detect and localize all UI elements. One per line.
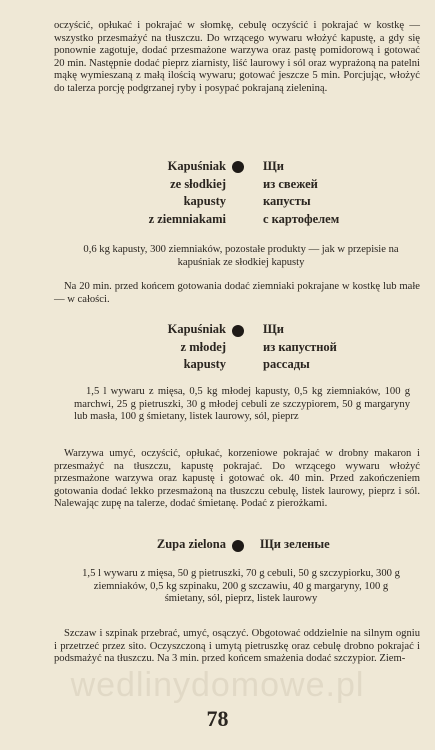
recipe2-title-pl-line: Kapuśniak	[167, 322, 226, 336]
recipe1-title-pl-line: z ziemniakami	[148, 211, 226, 226]
recipe2-ingredients: 1,5 l wywaru z mięsa, 0,5 kg młodej kapusty, 0,5 kg ziemniaków, 100 g marchwi, 25 g pietruszki, 30 g młodej cebuli ze szczypiorem, 50 g margaryny lub masła, 100 g śmietany, listek laurowy, sól, pieprz	[74, 386, 410, 423]
recipe1-title-ru	[263, 158, 403, 228]
recipe1-title-pl	[90, 158, 226, 228]
bullet-dot-icon	[232, 161, 244, 173]
recipe2-title-ru-line: Щи	[263, 322, 284, 336]
watermark: wedlinydomowe.pl	[70, 666, 365, 704]
intro-paragraph: oczyścić, opłukać i pokrajać w słomkę, cebulę oczyścić i pokrajać w kostkę — wszystko przesmażyć na tłuszczu. Do wrzącego wywaru włożyć kapustę, a gdy się ponownie zagotuje, dodać przesmażone warzywa oraz pastę pomidorową i gotować 20 min. Następnie dodać pieprz ziarnisty, liść laurowy i sól oraz wyprażoną na patelni mąkę wymieszaną z małą ilością wywaru; gotować jeszcze 5 min. Porcjując, włożyć do talerza porcję podgrzanej ryby i posypać pokrajaną zieleniną.	[54, 20, 420, 94]
recipe1-instructions: Na 20 min. przed końcem gotowania dodać ziemniaki pokrajane w kostkę lub małe — w całości.	[54, 281, 420, 305]
bullet-dot-icon	[232, 325, 244, 337]
recipe1-title-pl-line: ze słodkiej	[170, 176, 226, 191]
recipe1-ingredients: 0,6 kg kapusty, 300 ziemniaków, pozostałe produkty — jak w przepisie na kapuśniak ze słodkiej kapusty	[83, 244, 399, 268]
recipe1-title-pl-line: kapusty	[183, 194, 226, 208]
recipe1-title-ru-line: Щи	[263, 159, 284, 173]
recipe2-instructions: Warzywa umyć, oczyścić, opłukać, korzeniowe pokrajać w drobny makaron i przesmażyć na tłuszczu, kapustę pokrajać. Do wrzącego wywaru włożyć przesmażone warzywa oraz kapustę i gotować ok. 40 min. Przed zakończeniem gotowania dodać lekko przesmażoną na tłuszczu cebulę, listek laurowy, pieprz i sól. Nalewając zupę na talerze, dodać śmietanę. Podać z pierożkami.	[54, 448, 420, 510]
recipe2-title-pl	[90, 321, 226, 374]
recipe1-title-ru-line: из свежей	[263, 176, 318, 191]
bullet-dot-icon	[232, 540, 244, 552]
recipe2-title-pl-line: kapusty	[183, 357, 226, 371]
recipe1-title-ru-line: с картофелем	[263, 211, 340, 226]
recipe3-title-pl: Zupa zielona	[156, 537, 226, 551]
recipe3-ingredients: 1,5 l wywaru z mięsa, 50 g pietruszki, 70 g cebuli, 50 g szczypiorku, 300 g ziemniaków, 0,5 kg szpinaku, 200 g szczawiu, 40 g margaryny, 100 g śmietany, sól, pieprz, listek laurowy	[82, 568, 400, 605]
recipe1-title-pl-line: Kapuśniak	[167, 159, 226, 173]
page-number: 78	[206, 706, 229, 731]
recipe2-title-ru-line: рассады	[263, 357, 310, 371]
recipe2-title-ru-line: из капустной	[263, 339, 337, 354]
recipe2-title-ru	[263, 321, 403, 374]
recipe3-title-ru: Щи зеленые	[260, 537, 330, 551]
recipe2-title-pl-line: z młodej	[180, 339, 226, 354]
recipe3-instructions: Szczaw i szpinak przebrać, umyć, osączyć. Obgotować oddzielnie na silnym ogniu i przetrzeć przez sito. Oczyszczoną i umytą pietruszkę oraz cebulę drobno pokrajać i podsmażyć na tłuszczu. Na 3 min. przed końcem smażenia dodać szczypior. Ziem-	[54, 628, 420, 665]
recipe1-title-ru-line: капусты	[263, 194, 311, 208]
